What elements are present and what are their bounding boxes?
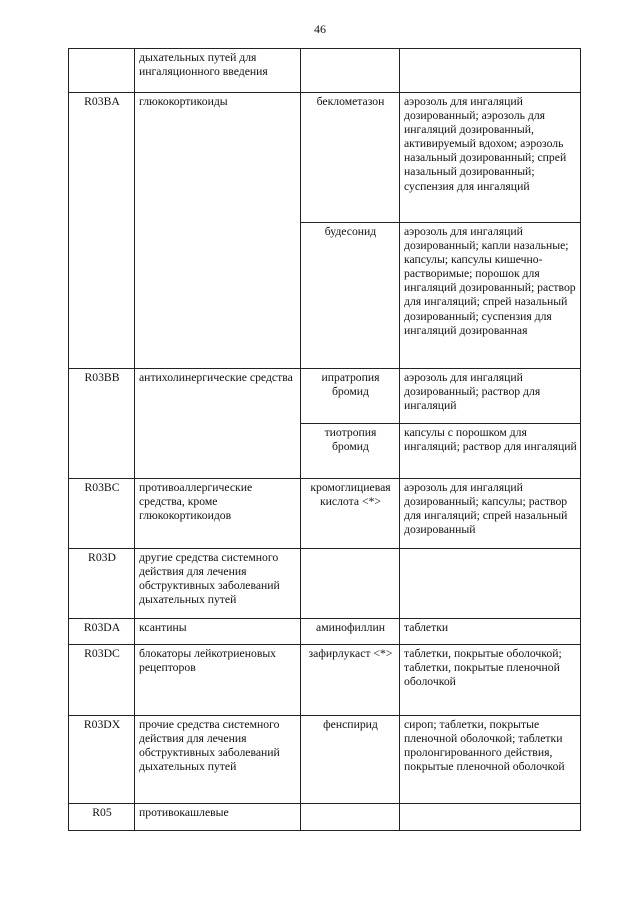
inn-cell xyxy=(301,804,400,831)
dosage-form-cell xyxy=(400,549,581,619)
atc-code-cell xyxy=(69,49,135,93)
inn-cell: беклометазон xyxy=(301,93,400,223)
dosage-form-cell: капсулы с порошком для ингаляций; раствор для ингаляций xyxy=(400,424,581,479)
medication-table xyxy=(68,48,581,831)
atc-code-cell: R05 xyxy=(69,804,135,831)
group-name-cell: блокаторы лейкотриеновых рецепторов xyxy=(135,645,301,716)
table-row xyxy=(69,479,581,549)
dosage-form-cell: сироп; таблетки, покрытые пленочной оболочкой; таблетки пролонгированного действия, покрытые пленочной оболочкой xyxy=(400,716,581,804)
table-row xyxy=(69,716,581,804)
table-row xyxy=(69,549,581,619)
inn-cell xyxy=(301,49,400,93)
inn-cell: аминофиллин xyxy=(301,619,400,645)
atc-code-cell: R03DC xyxy=(69,645,135,716)
table-row xyxy=(69,369,581,424)
table-row xyxy=(69,619,581,645)
table-row xyxy=(69,645,581,716)
group-name-cell: ксантины xyxy=(135,619,301,645)
inn-cell: кромоглициевая кислота <*> xyxy=(301,479,400,549)
table-row xyxy=(69,804,581,831)
dosage-form-cell xyxy=(400,49,581,93)
atc-code-cell: R03BB xyxy=(69,369,135,479)
dosage-form-cell: таблетки xyxy=(400,619,581,645)
atc-code-cell: R03BC xyxy=(69,479,135,549)
table-row xyxy=(69,49,581,93)
atc-code-cell: R03D xyxy=(69,549,135,619)
table-row xyxy=(69,93,581,223)
page-number: 46 xyxy=(314,22,326,36)
group-name-cell: другие средства системного действия для лечения обструктивных заболеваний дыхательных путей xyxy=(135,549,301,619)
dosage-form-cell: аэрозоль для ингаляций дозированный; аэрозоль для ингаляций дозированный, активируемый вдохом; аэрозоль назальный дозированный; спрей назальный дозированный; суспензия для ингаляций xyxy=(400,93,581,223)
group-name-cell: глюкокортикоиды xyxy=(135,93,301,369)
inn-cell: ипратропия бромид xyxy=(301,369,400,424)
group-name-cell: дыхательных путей для ингаляционного введения xyxy=(135,49,301,93)
inn-cell: фенспирид xyxy=(301,716,400,804)
dosage-form-cell: аэрозоль для ингаляций дозированный; раствор для ингаляций xyxy=(400,369,581,424)
dosage-form-cell: аэрозоль для ингаляций дозированный; капсулы; раствор для ингаляций; спрей назальный дозированный xyxy=(400,479,581,549)
inn-cell: тиотропия бромид xyxy=(301,424,400,479)
group-name-cell: антихолинергические средства xyxy=(135,369,301,479)
atc-code-cell: R03BA xyxy=(69,93,135,369)
atc-code-cell: R03DA xyxy=(69,619,135,645)
group-name-cell: прочие средства системного действия для лечения обструктивных заболеваний дыхательных путей xyxy=(135,716,301,804)
atc-code-cell: R03DX xyxy=(69,716,135,804)
inn-cell: будесонид xyxy=(301,223,400,369)
group-name-cell: противоаллергические средства, кроме глюкокортикоидов xyxy=(135,479,301,549)
group-name-cell: противокашлевые xyxy=(135,804,301,831)
dosage-form-cell: таблетки, покрытые оболочкой; таблетки, покрытые пленочной оболочкой xyxy=(400,645,581,716)
inn-cell: зафирлукаст <*> xyxy=(301,645,400,716)
inn-cell xyxy=(301,549,400,619)
dosage-form-cell xyxy=(400,804,581,831)
dosage-form-cell: аэрозоль для ингаляций дозированный; капли назальные; капсулы; капсулы кишечно-растворимые; порошок для ингаляций дозированный; раствор для ингаляций; спрей назальный дозированный; суспензия для ингаляций дозированная xyxy=(400,223,581,369)
